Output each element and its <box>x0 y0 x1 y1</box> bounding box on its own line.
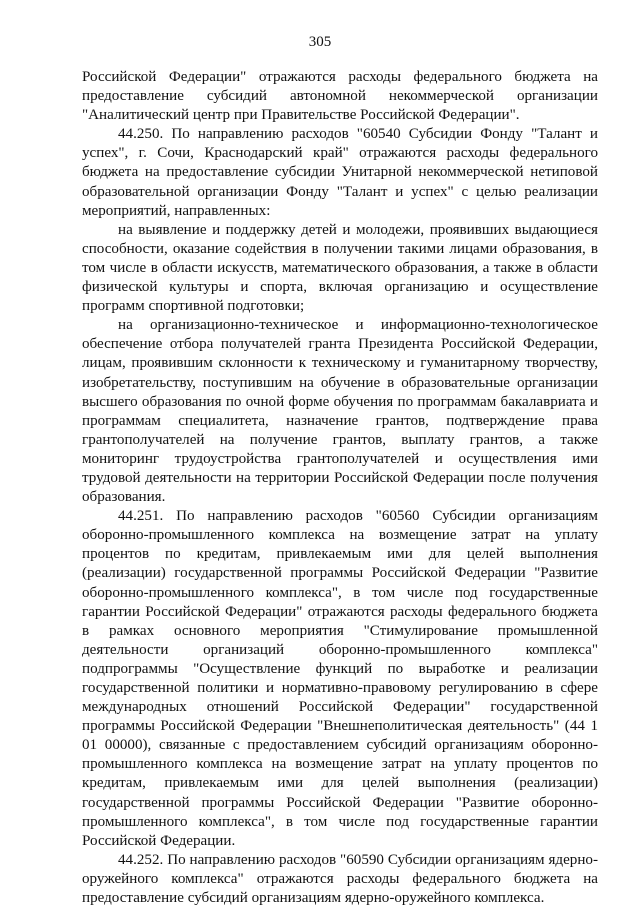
paragraph-44-251: 44.251. По направлению расходов "60560 Субсидии организациям оборонно-промышленного комплекса на возмещение затрат на уплату процентов по кредитам, привлекаемым ими для целей выполнения (реализации) государственной программы Российской Федерации "Развитие оборонно-промышленного комплекса", в том числе под государственные гарантии Российской Федерации" отражаются расходы федерального бюджета в рамках основного мероприятия "Стимулирование промышленной деятельности организаций оборонно-промышленного комплекса" подпрограммы "Осуществление функций по выработке и реализации государственной политики и нормативно-правовому регулированию в сфере международных отношений Российской Федерации" государственной программы Российской Федерации "Внешнеполитическая деятельность" (44 1 01 00000), связанные с предоставлением субсидий организациям оборонно-промышленного комплекса на возмещение затрат на уплату процентов по кредитам, привлекаемым ими для целей выполнения (реализации) государственной программы Российской Федерации "Развитие оборонно-промышленного комплекса", в том числе под государственные гарантии Российской Федерации. <box>82 508 598 849</box>
document-body <box>82 68 598 908</box>
page-number: 305 <box>308 34 332 50</box>
paragraph-44-250-item-2: на организационно-техническое и информационно-технологическое обеспечение отбора получателей гранта Президента Российской Федерации, лицам, проявившим склонности к техническому и гуманитарному творчеству, изобретательству, поступившим на обучение в образовательные организации высшего образования по очной форме обучения по программам бакалавриата и программам специалитета, назначение грантов, подтверждение права грантополучателей на получение грантов, выплату грантов, а также мониторинг трудоустройства грантополучателей и осуществления ими трудовой деятельности на территории Российской Федерации после получения образования. <box>82 317 598 506</box>
paragraph-44-250: 44.250. По направлению расходов "60540 Субсидии Фонду "Талант и успех", г. Сочи, Краснодарский край" отражаются расходы федерального бюджета на предоставление субсидии Унитарной некоммерческой нетиповой образовательной организации Фонду "Талант и успех" с целью реализации мероприятий, направленных: <box>82 126 598 219</box>
paragraph-44-250-item-1: на выявление и поддержку детей и молодежи, проявивших выдающиеся способности, оказание содействия в получении такими лицами образования, в том числе в области искусств, математического образования, а также в области физической культуры и спорта, включая организацию и осуществление программ спортивной подготовки; <box>82 221 598 315</box>
paragraph-continuation: Российской Федерации" отражаются расходы федерального бюджета на предоставление субсидий автономной некоммерческой организации "Аналитический центр при Правительстве Российской Федерации". <box>82 69 598 124</box>
paragraph-44-252: 44.252. По направлению расходов "60590 Субсидии организациям ядерно-оружейного комплекса" отражаются расходы федерального бюджета на предоставление субсидий организациям ядерно-оружейного комплекса. <box>82 851 598 907</box>
